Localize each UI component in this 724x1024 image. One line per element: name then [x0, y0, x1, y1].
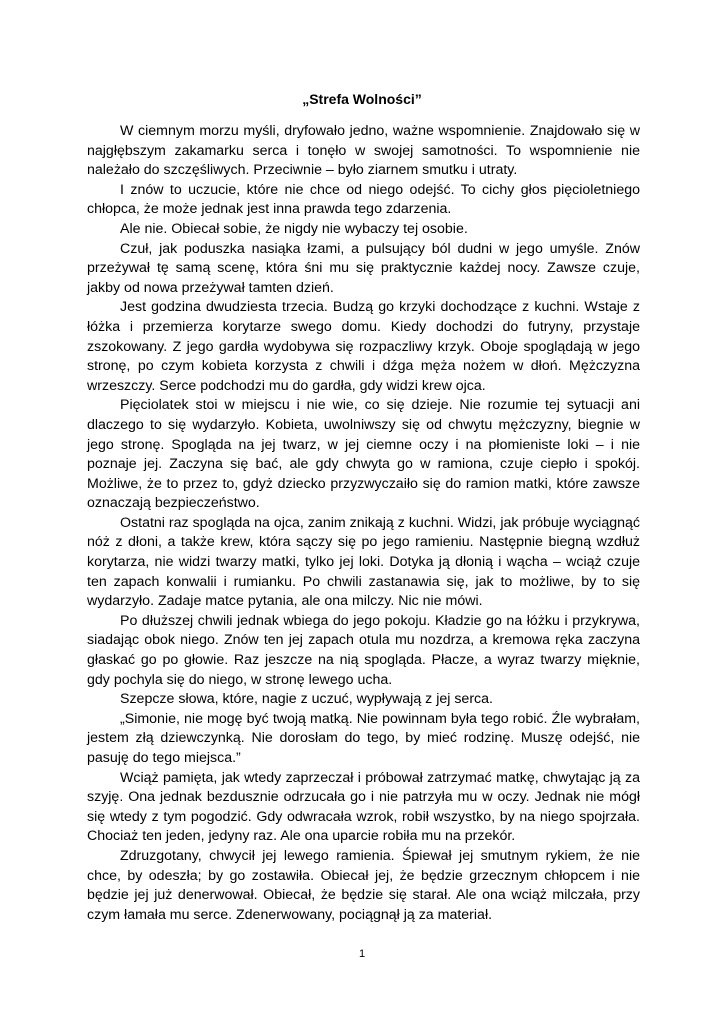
paragraph: Zdruzgotany, chwycił jej lewego ramienia. Śpiewał jej smutnym rykiem, że nie chce, by odeszła; by go zostawiła. Obiecał jej, że będzie grzecznym chłopcem i nie będzie jej już denerwował. Obiecał, że będzie się starał. Ale ona wciąż milczała, przy czym łamała mu serce. Zdenerwowany, pociągnął ją za materiał. — [87, 847, 640, 923]
document-title: „Strefa Wolności” — [302, 91, 422, 107]
paragraph: „Simonie, nie mogę być twoją matką. Nie powinnam była tego robić. Źle wybrałam, jestem złą dziewczynką. Nie dorosłam do tego, by mieć rodzinę. Muszę odejść, nie pasuję do tego miejsca.” — [87, 710, 640, 766]
paragraph: W ciemnym morzu myśli, dryfowało jedno, ważne wspomnienie. Znajdowało się w najgłębszym zakamarku serca i tonęło w swojej samotności. To wspomnienie nie należało do szczęśliwych. Przeciwnie – było ziarnem smutku i utraty. — [87, 123, 640, 179]
paragraph: Czuł, jak poduszka nasiąka łzami, a pulsujący ból dudni w jego umyśle. Znów przeżywał tę samą scenę, która śni mu się praktycznie każdej nocy. Zawsze czuje, jakby od nowa przeżywał tamten dzień. — [87, 240, 640, 296]
paragraph: Pięciolatek stoi w miejscu i nie wie, co się dzieje. Nie rozumie tej sytuacji ani dlaczego to się wydarzyło. Kobieta, uwolniwszy się od chwytu mężczyzny, biegnie w jego stronę. Spogląda na jej twarz, w jej ciemne oczy i na płomieniste loki – i nie poznaje jej. Zaczyna się bać, ale gdy chwyta go w ramiona, czuje ciepło i spokój. Możliwe, że to przez to, gdyż dziecko przyzwyczaiło się do ramion matki, które zawsze oznaczają bezpieczeństwo. — [87, 397, 640, 512]
paragraph: Po dłuższej chwili jednak wbiega do jego pokoju. Kładzie go na łóżku i przykrywa, siadając obok niego. Znów ten jej zapach otula mu nozdrza, a kremowa ręka zaczyna głaskać go po głowie. Raz jeszcze na nią spogląda. Płacze, a wyraz twarzy mięknie, gdy pochyla się do niego, w stronę lewego ucha. — [87, 612, 640, 688]
paragraph: Ostatni raz spogląda na ojca, zanim znikają z kuchni. Widzi, jak próbuje wyciągnąć nóż z dłoni, a także krew, która sączy się po jego ramieniu. Następnie biegną wzdłuż korytarza, nie widzi twarzy matki, tylko jej loki. Dotyka ją dłonią i wącha – wciąż czuje ten zapach konwalii i rumianku. Po chwili zastanawia się, jak to możliwe, by to się wydarzyło. Zadaje matce pytania, ale ona milczy. Nic nie mówi. — [87, 514, 640, 610]
document-body — [87, 122, 640, 925]
paragraph: Szepcze słowa, które, nagie z uczuć, wypływają z jej serca. — [120, 691, 493, 708]
paragraph: I znów to uczucie, które nie chce od niego odejść. To cichy głos pięcioletniego chłopca, że może jednak jest inna prawda tego zdarzenia. — [87, 181, 640, 218]
page-number: 1 — [358, 948, 366, 960]
paragraph: Jest godzina dwudziesta trzecia. Budzą go krzyki dochodzące z kuchni. Wstaje z łóżka i przemierza korytarze swego domu. Kiedy dochodzi do futryny, przystaje zszokowany. Z jego gardła wydobywa się rozpaczliwy krzyk. Oboje spoglądają w jego stronę, po czym kobieta korzysta z chwili i dźga męża nożem w dłoń. Mężczyzna wrzeszczy. Serce podchodzi mu do gardła, gdy widzi krew ojca. — [87, 299, 640, 394]
paragraph: Ale nie. Obiecał sobie, że nigdy nie wybaczy tej osobie. — [120, 220, 468, 237]
paragraph: Wciąż pamięta, jak wtedy zaprzeczał i próbował zatrzymać matkę, chwytając ją za szyję. Ona jednak bezdusznie odrzucała go i nie patrzyła mu w oczy. Jednak nie mógł się wtedy z tym pogodzić. Gdy odwracała wzrok, robił wszystko, by na niego spojrzała. Chociaż ten jeden, jedyny raz. Ale ona uparcie robiła mu na przekór. — [87, 769, 640, 845]
